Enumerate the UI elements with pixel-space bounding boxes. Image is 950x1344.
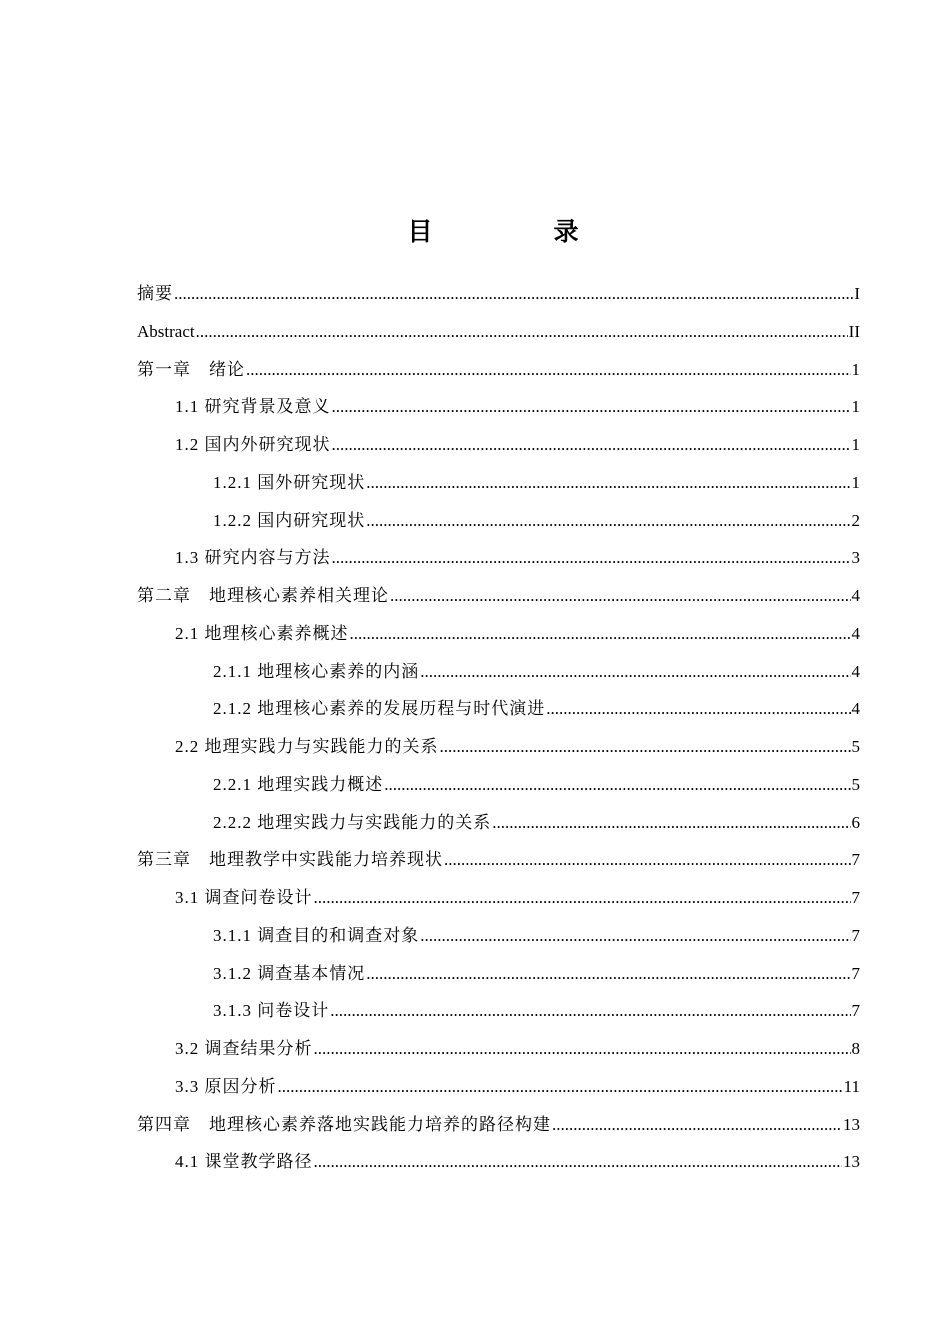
toc-page-number: 1: [851, 472, 860, 492]
toc-entry[interactable]: [137, 313, 860, 351]
toc-page-number: 5: [851, 774, 860, 794]
toc-dot-leader: [332, 426, 851, 464]
toc-entry-title: Abstract: [137, 321, 195, 341]
toc-entry[interactable]: [137, 1106, 860, 1144]
toc-entry[interactable]: [137, 577, 860, 615]
toc-entry[interactable]: [137, 841, 860, 879]
toc-dot-leader: [350, 615, 851, 653]
toc-dot-leader: [314, 1143, 843, 1181]
toc-entry-title: 3.3 原因分析: [175, 1076, 277, 1096]
toc-entry[interactable]: [137, 992, 860, 1030]
toc-entry-title: 2.2.1 地理实践力概述: [213, 774, 384, 794]
toc-entry-title: 第一章 绪论: [137, 359, 245, 379]
toc-entry-title: 1.2.1 国外研究现状: [213, 472, 366, 492]
toc-dot-leader: [546, 690, 850, 728]
toc-page-number: 13: [843, 1152, 860, 1172]
toc-dot-leader: [420, 653, 850, 691]
toc-entry-title: 3.1.3 问卷设计: [213, 1001, 330, 1021]
toc-dot-leader: [314, 879, 851, 917]
toc-page-number: 4: [851, 661, 860, 681]
toc-page-number: 7: [851, 963, 860, 983]
toc-entry-title: 第四章 地理核心素养落地实践能力培养的路径构建: [137, 1114, 551, 1134]
toc-entry[interactable]: [137, 615, 860, 653]
toc-entry[interactable]: [137, 1030, 860, 1068]
toc-entry-title: 4.1 课堂教学路径: [175, 1152, 313, 1172]
toc-dot-leader: [314, 1030, 851, 1068]
toc-entry[interactable]: [137, 539, 860, 577]
toc-entry-title: 2.1.1 地理核心素养的内涵: [213, 661, 420, 681]
toc-title: 目 录: [407, 217, 627, 246]
toc-entry[interactable]: [137, 1143, 860, 1181]
toc-page-number: 4: [851, 699, 860, 719]
toc-entry-title: 第二章 地理核心素养相关理论: [137, 586, 389, 605]
toc-entry[interactable]: [137, 275, 860, 313]
toc-entry-title: 3.1.2 调查基本情况: [213, 963, 366, 983]
toc-entry-title: 3.2 调查结果分析: [175, 1039, 313, 1058]
toc-entry-title: 2.1.2 地理核心素养的发展历程与时代演进: [213, 699, 546, 719]
toc-entry[interactable]: [137, 426, 860, 464]
toc-page-number: II: [848, 321, 860, 341]
toc-page-number: 11: [843, 1076, 860, 1096]
toc-page-number: 7: [851, 925, 860, 945]
toc-page-number: I: [854, 284, 860, 303]
toc-entry-title: 摘要: [137, 284, 173, 303]
toc-page-number: 13: [843, 1114, 860, 1134]
table-of-contents: [137, 275, 860, 1181]
toc-entry[interactable]: [137, 464, 860, 502]
toc-dot-leader: [196, 313, 848, 351]
toc-page-number: 8: [851, 1039, 860, 1058]
toc-entry[interactable]: [137, 804, 860, 842]
toc-entry[interactable]: [137, 879, 860, 917]
toc-entry-title: 2.1 地理核心素养概述: [175, 623, 349, 643]
toc-entry-title: 1.3 研究内容与方法: [175, 548, 331, 568]
toc-page-number: 2: [851, 510, 860, 530]
toc-page-number: 1: [851, 359, 860, 379]
toc-entry-title: 1.2 国内外研究现状: [175, 435, 331, 454]
toc-entry[interactable]: [137, 690, 860, 728]
toc-page-number: 7: [851, 850, 860, 870]
toc-entry[interactable]: [137, 351, 860, 389]
toc-entry-title: 第三章 地理教学中实践能力培养现状: [137, 850, 443, 870]
toc-page-number: 3: [851, 548, 860, 568]
toc-entry[interactable]: [137, 728, 860, 766]
toc-page-number: 4: [851, 586, 860, 605]
toc-entry[interactable]: [137, 388, 860, 426]
toc-dot-leader: [366, 955, 850, 993]
toc-dot-leader: [366, 502, 850, 540]
toc-page-number: 6: [851, 812, 860, 832]
toc-dot-leader: [366, 464, 850, 502]
toc-dot-leader: [332, 539, 851, 577]
toc-page-number: 1: [851, 397, 860, 417]
toc-entry-title: 1.2.2 国内研究现状: [213, 510, 366, 530]
toc-dot-leader: [384, 766, 850, 804]
toc-entry-title: 1.1 研究背景及意义: [175, 397, 331, 417]
toc-entry[interactable]: [137, 1068, 860, 1106]
toc-page-number: 1: [851, 435, 860, 454]
toc-page-number: 7: [851, 1001, 860, 1021]
toc-entry-title: 3.1 调查问卷设计: [175, 888, 313, 907]
toc-entry[interactable]: [137, 653, 860, 691]
toc-dot-leader: [440, 728, 851, 766]
toc-dot-leader: [390, 577, 851, 615]
toc-dot-leader: [330, 992, 850, 1030]
toc-dot-leader: [420, 917, 850, 955]
toc-page-number: 7: [851, 888, 860, 907]
toc-dot-leader: [278, 1068, 843, 1106]
toc-entry[interactable]: [137, 502, 860, 540]
toc-dot-leader: [246, 351, 851, 389]
toc-entry[interactable]: [137, 917, 860, 955]
toc-dot-leader: [552, 1106, 842, 1144]
toc-entry-title: 3.1.1 调查目的和调查对象: [213, 925, 420, 945]
toc-entry-title: 2.2 地理实践力与实践能力的关系: [175, 737, 439, 756]
toc-dot-leader: [332, 388, 851, 426]
toc-entry[interactable]: [137, 955, 860, 993]
toc-dot-leader: [444, 841, 851, 879]
toc-entry[interactable]: [137, 766, 860, 804]
toc-page-number: 5: [851, 737, 860, 756]
toc-page-number: 4: [851, 623, 860, 643]
toc-dot-leader: [174, 275, 853, 313]
toc-dot-leader: [492, 804, 850, 842]
toc-entry-title: 2.2.2 地理实践力与实践能力的关系: [213, 812, 492, 832]
